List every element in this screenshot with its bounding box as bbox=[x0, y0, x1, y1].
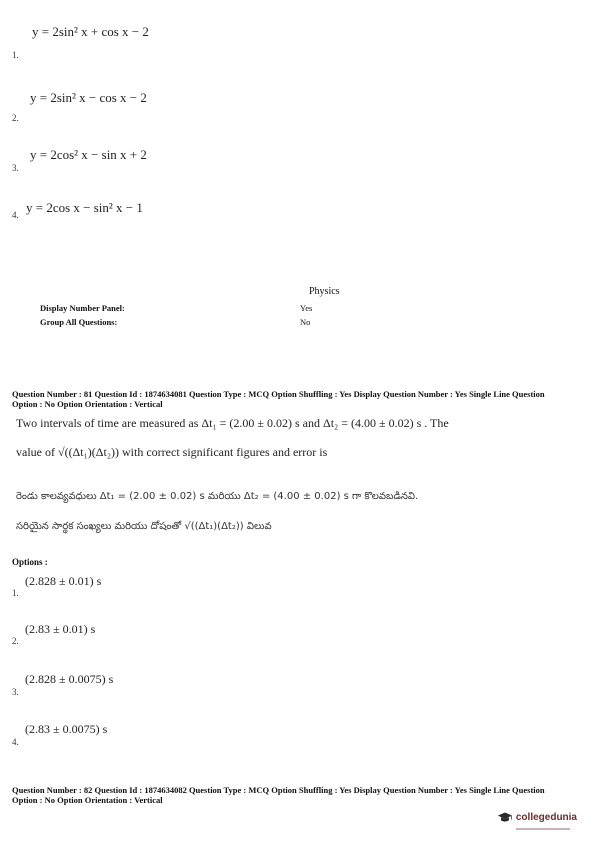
prev-option-4-number: 4. bbox=[12, 210, 19, 220]
prev-option-1-number: 1. bbox=[12, 50, 19, 60]
prev-option-2-expr: y = 2sin² x − cos x − 2 bbox=[30, 90, 147, 105]
section-subject: Physics bbox=[309, 286, 340, 297]
option-2-text[interactable]: (2.83 ± 0.01) s bbox=[25, 622, 96, 636]
prev-option-1-expr: y = 2sin² x + cos x − 2 bbox=[32, 24, 149, 39]
question-81-text-line-1: Two intervals of time are measured as Δt₁ = (2.00 ± 0.02) s and Δt₂ = (4.00 ± 0.02) s . The bbox=[16, 416, 449, 430]
option-3-text[interactable]: (2.828 ± 0.0075) s bbox=[25, 672, 114, 686]
option-3-number: 3. bbox=[12, 687, 19, 697]
question-81-telugu-line-1: రెండు కాలవ్యవధులు Δt₁ = (2.00 ± 0.02) s మరియు Δt₂ = (4.00 ± 0.02) s గా కొలవబడినవి. bbox=[16, 491, 419, 502]
option-1-text[interactable]: (2.828 ± 0.01) s bbox=[25, 574, 102, 588]
logo-wordmark bbox=[516, 807, 577, 830]
prev-option-4-expr: y = 2cos x − sin² x − 1 bbox=[26, 200, 143, 215]
collegedunia-logo bbox=[497, 804, 577, 832]
panel-value-display-number: Yes bbox=[300, 303, 313, 313]
panel-label-group-all: Group All Questions: bbox=[40, 317, 118, 327]
question-82-header: Question Number : 82 Question Id : 1874634082 Question Type : MCQ Option Shuffling : Yes Display Question Number : Yes Single Line Question Option : No Option Orientation : Vertical bbox=[12, 785, 545, 805]
option-4-number: 4. bbox=[12, 737, 19, 747]
option-4-text[interactable]: (2.83 ± 0.0075) s bbox=[25, 722, 108, 736]
question-81-telugu-line-2: సరియైన సార్థక సంఖ్యలు మరియు దోషంతో √((Δt₁)(Δt₂)) విలువ bbox=[16, 521, 272, 532]
panel-value-group-all: No bbox=[300, 317, 311, 327]
logo-text: collegedunia bbox=[515, 811, 577, 823]
option-2-number: 2. bbox=[12, 636, 19, 646]
option-1-number: 1. bbox=[12, 588, 19, 598]
options-label: Options : bbox=[12, 557, 48, 567]
question-81-text-line-2: value of √((Δt₁)(Δt₂)) with correct significant figures and error is bbox=[16, 445, 328, 459]
prev-option-3-expr: y = 2cos² x − sin x + 2 bbox=[30, 147, 147, 162]
question-81-header: Question Number : 81 Question Id : 1874634081 Question Type : MCQ Option Shuffling : Yes Display Question Number : Yes Single Line Question Option : No Option Orientation : Vertical bbox=[12, 389, 545, 409]
logo-tagline-bar bbox=[516, 828, 570, 830]
prev-option-2-number: 2. bbox=[12, 113, 19, 123]
graduation-cap-icon bbox=[497, 809, 513, 827]
prev-option-3-number: 3. bbox=[12, 163, 19, 173]
panel-label-display-number: Display Number Panel: bbox=[40, 303, 125, 313]
